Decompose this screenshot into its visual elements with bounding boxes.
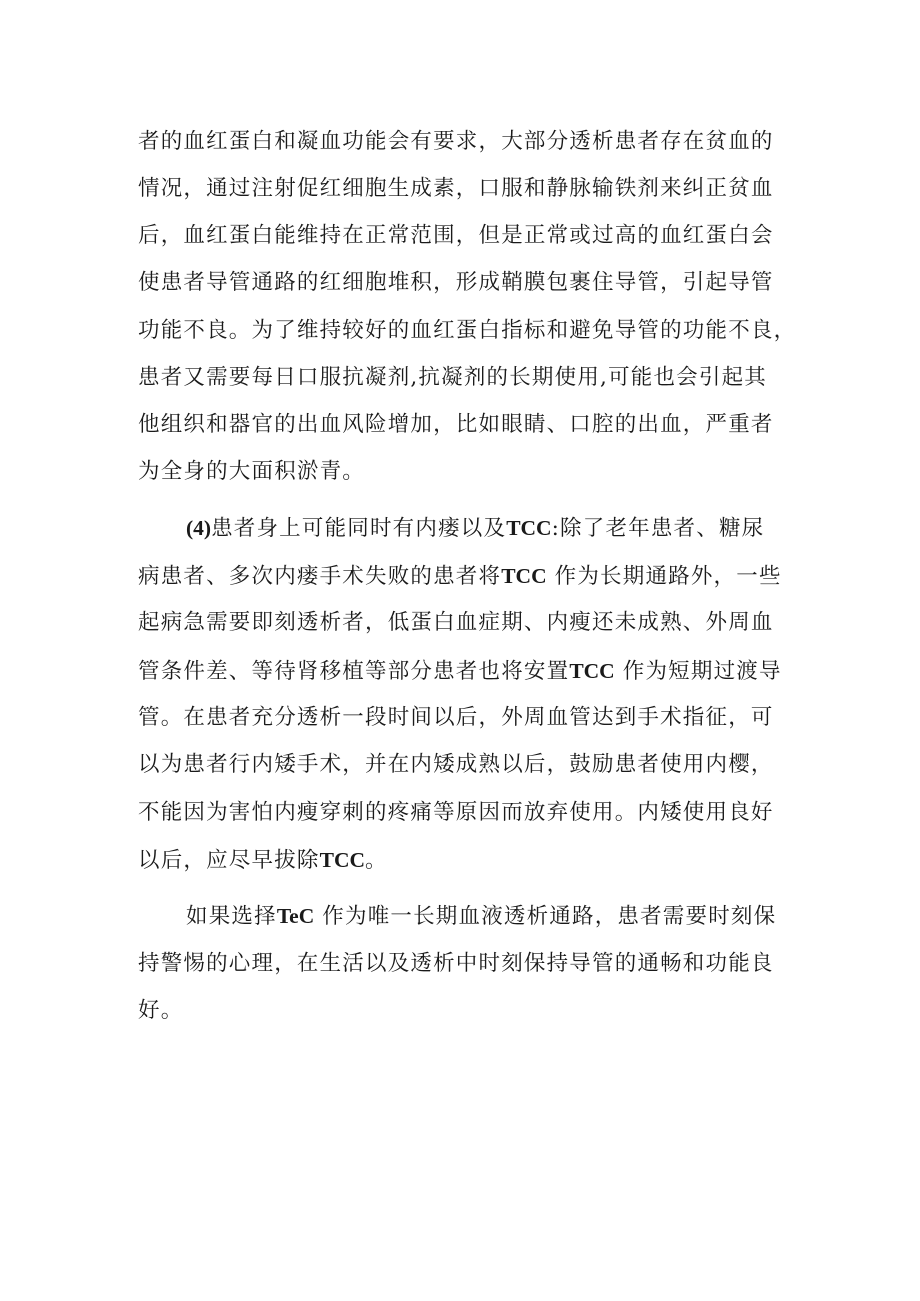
text-line: 持警惕的心理，在生活以及透析中时刻保持导管的通畅和功能良 — [138, 951, 774, 976]
text-line — [138, 656, 782, 687]
text-line — [186, 901, 776, 932]
term-tcc: TCC — [501, 564, 547, 588]
text-line: 不能因为害怕内瘦穿刺的疼痛等原因而放弃使用。内矮使用良好 — [138, 800, 774, 825]
text-segment: 管条件差、等待肾移植等部分患者也将安置 — [138, 659, 570, 684]
term-tcc: TCC — [319, 848, 366, 872]
text-segment: 病患者、多次内瘘手术失败的患者将 — [138, 564, 502, 589]
text-line — [138, 845, 388, 876]
text-line: 使患者导管通路的红细胞堆积，形成鞘膜包裹住导管，引起导管 — [138, 270, 774, 295]
text-segment: 作为短期过渡导 — [622, 659, 782, 684]
text-line: 他组织和器官的出血风险增加，比如眼睛、口腔的出血，严重者 — [138, 412, 774, 437]
text-line: 以为患者行内矮手术，并在内矮成熟以后，鼓励患者使用内樱， — [138, 752, 774, 777]
text-line: 情况，通过注射促红细胞生成素，口服和静脉输铁剂来纠正贫血 — [138, 176, 774, 201]
text-line — [186, 513, 764, 544]
text-segment: 作为唯一长期血液透析通路，患者需要时刻保 — [322, 904, 777, 929]
text-segment: 以后，应尽早拔除 — [138, 848, 320, 873]
term-tcc: TCC — [506, 516, 552, 540]
text-segment: 作为长期通路外，一些 — [554, 564, 782, 589]
text-segment: :除了老年患者、糖尿 — [551, 516, 765, 541]
text-line: 起病急需要即刻透析者，低蛋白血症期、内瘦还未成熟、外周血 — [138, 610, 774, 635]
text-line: 管。在患者充分透析一段时间以后，外周血管达到手术指征，可 — [138, 705, 774, 730]
text-line: 患者又需要每日口服抗凝剂,抗凝剂的长期使用,可能也会引起其 — [138, 365, 767, 390]
text-line: 者的血红蛋白和凝血功能会有要求，大部分透析患者存在贫血的 — [138, 129, 774, 154]
term-tec: TeC — [276, 904, 315, 928]
text-line — [138, 561, 782, 592]
text-line: 为全身的大面积淤青。 — [138, 459, 366, 484]
text-segment: 如果选择 — [186, 904, 277, 929]
text-segment: 患者身上可能同时有内瘘以及 — [211, 516, 507, 541]
term-tcc: TCC — [569, 659, 615, 683]
text-line: 功能不良。为了维持较好的血红蛋白指标和避免导管的功能不良， — [138, 318, 797, 343]
item-number: (4) — [186, 516, 212, 540]
text-segment: 。 — [365, 848, 388, 873]
text-line: 好。 — [138, 998, 184, 1023]
text-line: 后，血红蛋白能维持在正常范围，但是正常或过高的血红蛋白会 — [138, 223, 774, 248]
